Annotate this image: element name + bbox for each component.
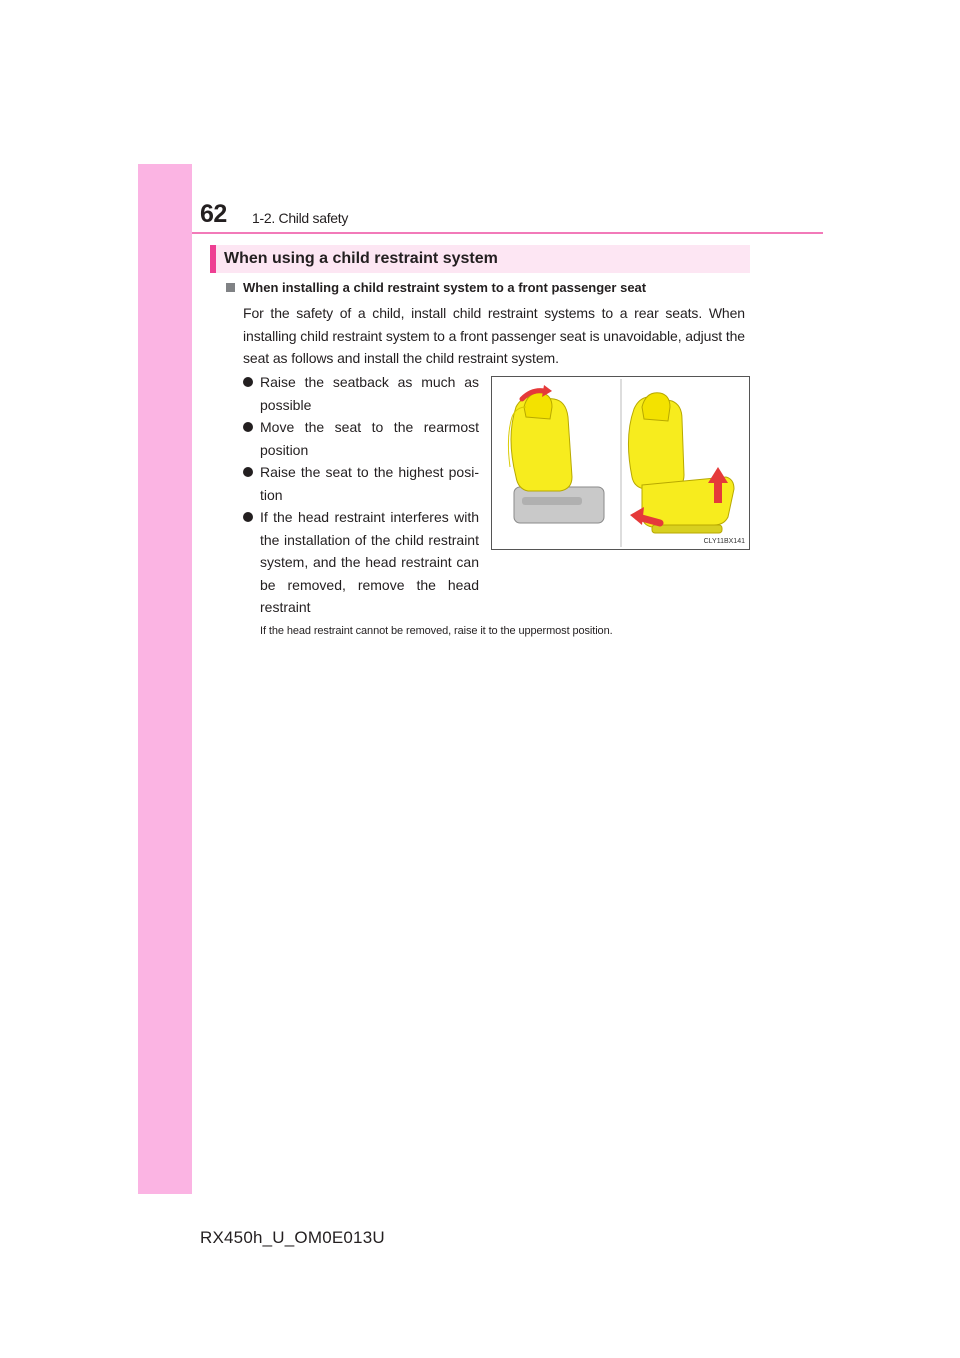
list-item [243, 461, 479, 506]
document-id: RX450h_U_OM0E013U [200, 1228, 385, 1247]
seat-left [508, 385, 604, 523]
list-item-text: Raise the seatback as much as possible [260, 374, 479, 413]
section-title-box [210, 245, 750, 273]
list-item [243, 371, 479, 416]
list-item-text: Raise the seat to the highest posi-tion [260, 464, 479, 503]
body-paragraph: For the safety of a child, install child restraint systems to a rear seats. When installing child restraint system to a front passenger seat is unavoidable, adjust the seat as follows and install the child restraint system. [243, 305, 745, 366]
subsection-square-icon [226, 283, 235, 292]
list-item-text: Move the seat to the rearmost position [260, 419, 479, 458]
subsection-title: When installing a child restraint system to a front passenger seat [243, 280, 647, 295]
list-item [243, 416, 479, 461]
list-item-text: If the head restraint interferes with the installation of the child restraint system, and the head restraint can be removed, remove the head restraint [260, 509, 479, 615]
note-text: If the head restraint cannot be removed, raise it to the uppermost position. [260, 625, 613, 637]
bullet-icon [243, 422, 253, 432]
page-number: 62 [200, 200, 227, 228]
figure-code: CLY11BX141 [703, 538, 745, 545]
seat-right [628, 393, 734, 533]
list-item [243, 506, 479, 619]
instruction-list [243, 371, 479, 619]
seat-illustration-svg [492, 377, 749, 549]
section-header: 1-2. Child safety [252, 210, 349, 226]
chapter-side-tab [138, 164, 192, 1194]
bullet-icon [243, 377, 253, 387]
section-accent-bar [210, 245, 216, 273]
header-rule [192, 232, 823, 234]
seat-adjustment-illustration [491, 376, 750, 550]
section-title: When using a child restraint system [224, 250, 498, 267]
bullet-icon [243, 512, 253, 522]
bullet-icon [243, 467, 253, 477]
